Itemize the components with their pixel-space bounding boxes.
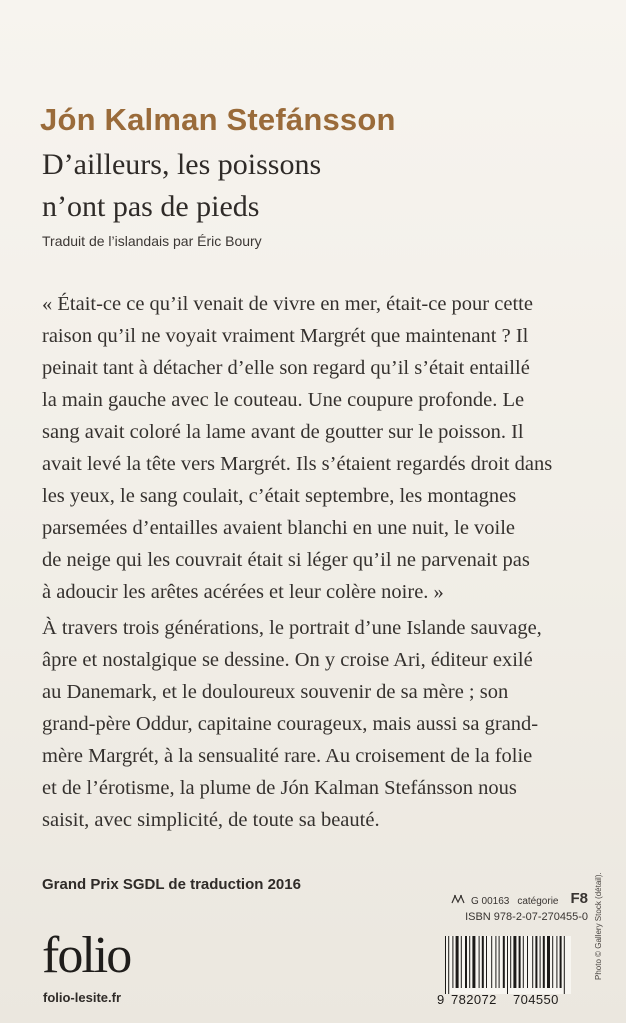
- barcode-bar: [445, 936, 446, 994]
- translator-credit: Traduit de l’islandais par Éric Boury: [42, 233, 262, 249]
- barcode-bar: [503, 936, 505, 988]
- barcode-bar: [552, 936, 553, 988]
- quote-line: les yeux, le sang coulait, c’était septembre, les montagnes: [42, 485, 517, 507]
- publisher-website[interactable]: folio-lesite.fr: [43, 990, 122, 1005]
- catalog-code: G 00163: [470, 896, 510, 907]
- author-name: Jón Kalman Stefánsson: [40, 102, 396, 137]
- barcode-bar: [519, 936, 521, 988]
- summary-line: et de l’érotisme, la plume de Jón Kalman Stefánsson nous: [42, 777, 517, 799]
- barcode-bar: [540, 936, 541, 988]
- barcode-bar: [510, 936, 511, 988]
- barcode: [437, 936, 579, 1012]
- barcode-bar: [564, 936, 565, 994]
- summary-line: mère Margrét, à la sensualité rare. Au croisement de la folie: [42, 745, 533, 767]
- quote-line: sang avait coloré la lame avant de goutter sur le poisson. Il: [42, 421, 524, 443]
- quote-line: raison qu’il ne voyait vraiment Margrét que maintenant ? Il: [42, 325, 529, 347]
- category-label: catégorie: [517, 896, 559, 907]
- barcode-bar: [472, 936, 475, 988]
- barcode-digit-group-1: 782072: [451, 992, 497, 1007]
- summary-line: saisit, avec simplicité, de toute sa beauté.: [42, 809, 380, 831]
- barcode-bar: [556, 936, 557, 988]
- barcode-bar: [479, 936, 480, 988]
- barcode-bar: [547, 936, 550, 988]
- barcode-bar: [469, 936, 470, 988]
- category-value: F8: [570, 890, 588, 907]
- barcode-bar: [532, 936, 533, 988]
- isbn: ISBN 978-2-07-270455-0: [465, 911, 588, 923]
- quote-line: « Était-ce ce qu’il venait de vivre en mer, était-ce pour cette: [42, 293, 533, 315]
- barcode-bar: [560, 936, 562, 988]
- barcode-bar: [527, 936, 528, 988]
- barcode-bar: [535, 936, 537, 988]
- book-summary: [42, 612, 602, 836]
- excerpt-quote: [42, 288, 602, 608]
- photo-credit: Photo © Gallery Stock (détail).: [594, 872, 603, 980]
- title-line-1: D’ailleurs, les poissons: [42, 148, 322, 181]
- barcode-bars: [445, 936, 571, 994]
- gallimard-emblem-icon: [451, 894, 465, 907]
- barcode-bar: [452, 936, 453, 988]
- quote-line: parsemées d’entailles avaient blanchi en une nuit, le voile: [42, 517, 516, 539]
- barcode-bar: [543, 936, 545, 988]
- barcode-bar: [523, 936, 524, 988]
- catalog-codes: [423, 890, 588, 923]
- quote-line: avait levé la tête vers Margrét. Ils s’étaient regardés droit dans: [42, 453, 553, 475]
- quote-line: la main gauche avec le couteau. Une coupure profonde. Le: [42, 389, 525, 411]
- quote-line: à adoucir les arêtes acérées et leur colère noire. »: [42, 581, 444, 603]
- summary-line: au Danemark, et le douloureux souvenir de sa mère ; son: [42, 681, 509, 703]
- barcode-digit-group-2: 704550: [513, 992, 559, 1007]
- barcode-bar: [461, 936, 462, 988]
- summary-line: À travers trois générations, le portrait d’une Islande sauvage,: [42, 617, 542, 639]
- summary-line: grand-père Oddur, capitaine courageux, mais aussi sa grand-: [42, 713, 539, 735]
- barcode-bar: [456, 936, 459, 988]
- barcode-bar: [491, 936, 492, 988]
- barcode-digit-prefix: 9: [437, 992, 445, 1007]
- barcode-bar: [499, 936, 500, 988]
- quote-line: peinait tant à détacher d’elle son regard qu’il s’était entaillé: [42, 357, 530, 379]
- barcode-bar: [513, 936, 516, 988]
- title-line-2: n’ont pas de pieds: [42, 190, 260, 223]
- quote-line: de neige qui les couvrait était si léger qu’il ne parvenait pas: [42, 549, 530, 571]
- barcode-bar: [482, 936, 484, 988]
- barcode-bar: [507, 936, 508, 994]
- barcode-bar: [448, 936, 449, 994]
- summary-line: âpre et nostalgique se dessine. On y croise Ari, éditeur exilé: [42, 649, 533, 671]
- barcode-bar: [495, 936, 496, 988]
- award-line: Grand Prix SGDL de traduction 2016: [42, 876, 301, 893]
- publisher-logo: folio: [42, 927, 131, 984]
- barcode-bar: [465, 936, 467, 988]
- book-title: [42, 144, 321, 228]
- barcode-bar: [486, 936, 487, 988]
